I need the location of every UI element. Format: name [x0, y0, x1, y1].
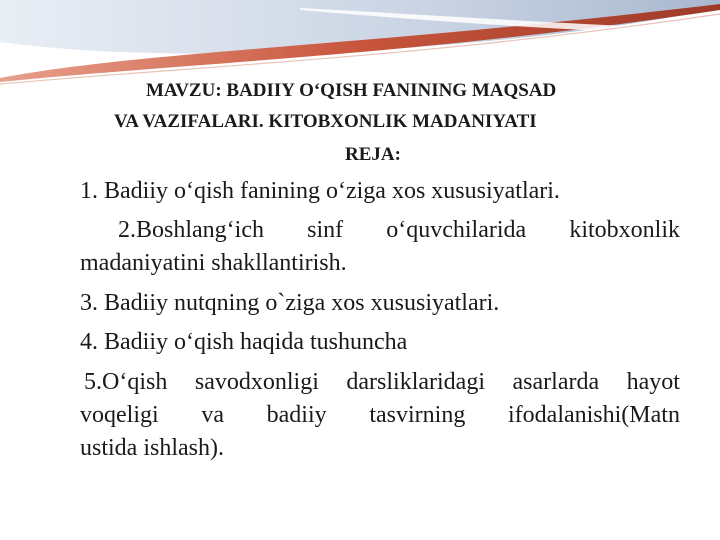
- plan-item-2-line-2: madaniyatini shakllantirish.: [80, 250, 347, 276]
- word: hayot: [626, 369, 680, 395]
- word: voqeligi: [80, 402, 159, 428]
- plan-item-2: [80, 214, 680, 280]
- plan-item-3: 3. Badiiy nutqning o`ziga xos xususiyatlari.: [80, 290, 500, 316]
- word: asarlarda: [512, 369, 600, 395]
- plan-item-5: [80, 366, 680, 465]
- word: 2.Boshlang‘ich: [118, 217, 264, 243]
- word: tasvirning: [369, 402, 466, 428]
- slide-title-line-2: VA VAZIFALARI. KITOBXONLIK MADANIYATI: [114, 111, 537, 132]
- plan-item-2-line-1: [80, 214, 680, 247]
- word: kitobxonlik: [569, 217, 680, 243]
- plan-item-1: 1. Badiiy o‘qish fanining o‘ziga xos xususiyatlari.: [80, 178, 560, 204]
- plan-heading: REJA:: [345, 144, 401, 165]
- word: o‘quvchilarida: [386, 217, 527, 243]
- plan-item-5-line-2: [80, 399, 680, 432]
- plan-item-5-line-1: [80, 366, 680, 399]
- word: va: [201, 402, 224, 428]
- header-decoration: [0, 0, 720, 90]
- word: badiiy: [266, 402, 327, 428]
- word: ifodalanishi(Matn: [508, 402, 680, 428]
- word: darsliklaridagi: [346, 369, 485, 395]
- word: savodxonligi: [194, 369, 319, 395]
- slide-title-line-1: MAVZU: BADIIY O‘QISH FANINING MAQSAD: [146, 80, 557, 101]
- word: sinf: [307, 217, 344, 243]
- word: 5.O‘qish: [84, 369, 168, 395]
- plan-item-4: 4. Badiiy o‘qish haqida tushuncha: [80, 329, 408, 355]
- plan-item-5-line-3: ustida ishlash).: [80, 435, 224, 461]
